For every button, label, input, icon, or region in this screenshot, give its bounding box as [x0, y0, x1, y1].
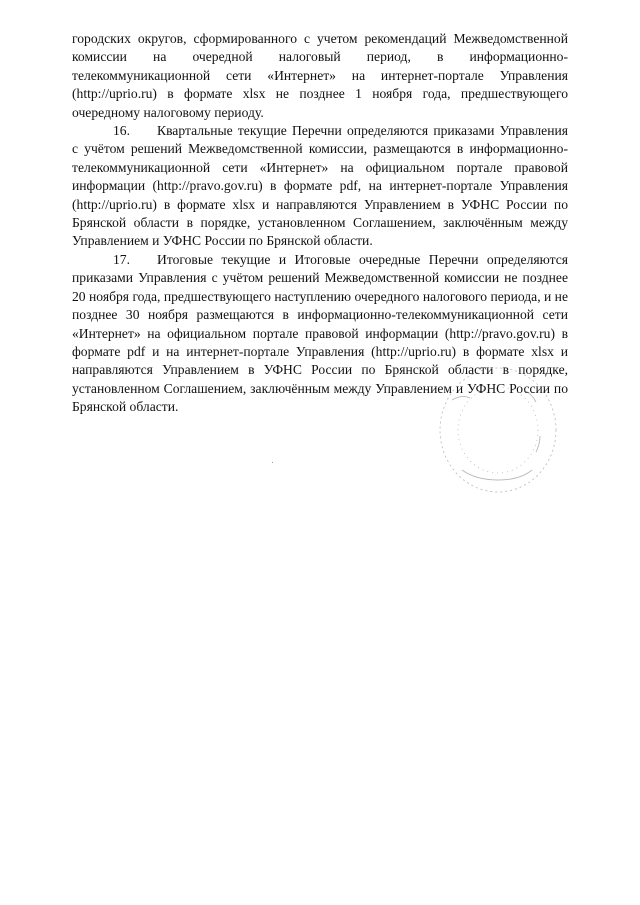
paragraph-number: 16. [113, 123, 130, 139]
scan-speck [272, 462, 273, 463]
paragraph-text: городских округов, сформированного с учетом рекомендаций Межведомственной комиссии на очередной налоговый период, в информационно-телекоммуникационной сети «Интернет» на интернет-портале Управления (http://uprio.ru) в формате xlsx не позднее 1 ноября года, предшествующего очередному налоговому периоду. [72, 31, 568, 120]
paragraph-number: 17. [113, 251, 130, 267]
paragraph-16 [72, 122, 568, 251]
paragraph-continued [72, 30, 568, 122]
document-body [72, 30, 568, 417]
paragraph-text: Квартальные текущие Перечни определяются приказами Управления с учётом решений Межведомственной комиссии, размещаются в информационно-телекоммуникационной сети «Интернет» на официальном портале правовой информации (http://pravo.gov.ru) в формате pdf, на интернет-портале Управления (http://uprio.ru) в формате xlsx и направляются Управлением в УФНС России по Брянской области в порядке, установленном Соглашением, заключённым между Управлением и УФНС России по Брянской области. [72, 123, 568, 249]
paragraph-text: Итоговые текущие и Итоговые очередные Перечни определяются приказами Управления с учётом решений Межведомственной комиссии не позднее 20 ноября года, предшествующего наступлению очередного налогового периода, и не позднее 30 ноября размещаются в информационно-телекоммуникационной сети «Интернет» на официальном портале правовой информации (http://pravo.gov.ru) в формате pdf и на интернет-портале Управления (http://uprio.ru) в формате xlsx и направляются Управлением в УФНС России по Брянской области в порядке, установленном Соглашением, заключённым между Управлением и УФНС России по Брянской области. [72, 251, 568, 415]
seal-stamp-icon [432, 360, 564, 500]
